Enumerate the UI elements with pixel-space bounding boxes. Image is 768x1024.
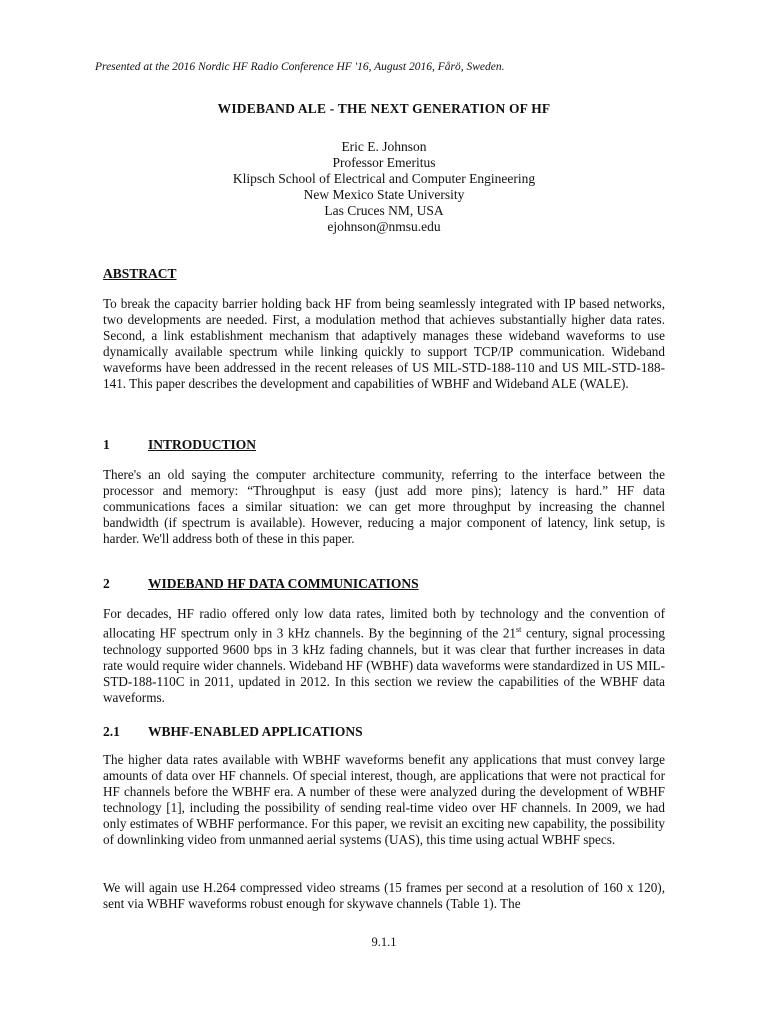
abstract-heading-text: ABSTRACT [103, 266, 177, 281]
section-title: WBHF-ENABLED APPLICATIONS [148, 724, 363, 739]
author-school: Klipsch School of Electrical and Computer Engineering [232, 171, 536, 186]
author-university: New Mexico State University [303, 187, 465, 202]
section-2-1-paragraph-1: The higher data rates available with WBHF waveforms benefit any applications that must convey large amounts of data over HF channels. Of special interest, though, are applications that were not practical for HF channels before the WBHF era. A number of these were analyzed during the development of WBHF technology [1], including the possibility of sending real-time video over HF channels. In 2009, we had only estimates of WBHF performance. For this paper, we revisit an exciting new capability, the possibility of downlinking video from unmanned aerial systems (UAS), this time using actual WBHF specs. [103, 752, 665, 848]
section-2-paragraph-1 [103, 606, 665, 706]
page-number: 9.1.1 [371, 935, 397, 949]
abstract-paragraph: To break the capacity barrier holding back HF from being seamlessly integrated with IP based networks, two developments are needed. First, a modulation method that achieves substantially higher data rates. Second, a link establishment mechanism that adaptively manages these wideband waveforms to use dynamically available spectrum while linking quickly to support TCP/IP communication. Wideband waveforms have been addressed in the recent releases of US MIL-STD-188-110 and US MIL-STD-188-141. This paper describes the development and capabilities of WBHF and Wideband ALE (WALE). [103, 296, 665, 392]
title-block [103, 101, 665, 235]
section-title: WIDEBAND HF DATA COMMUNICATIONS [148, 576, 419, 591]
section-number: 2.1 [103, 724, 120, 739]
author-position: Professor Emeritus [332, 155, 436, 170]
section-number: 2 [103, 576, 110, 591]
superscript: st [516, 625, 522, 635]
paragraph-text: For decades, HF radio offered only low data rates, limited both by technology and the convention of allocating HF spectrum only in 3 kHz channels. By the beginning of the 21 [103, 606, 665, 641]
section-1-paragraph-1: There's an old saying the computer architecture community, referring to the interface between the processor and memory: “Throughput is easy (just add more pins); latency is hard.” HF data communications faces a similar situation: we can get more throughput by increasing the channel bandwidth (if spectrum is available). However, reducing a major component of latency, link setup, is harder. We'll address both of these in this paper. [103, 467, 665, 547]
author-name: Eric E. Johnson [341, 139, 427, 154]
section-1-heading [103, 437, 256, 453]
section-2-1-heading [103, 724, 363, 740]
section-number: 1 [103, 437, 110, 452]
author-email[interactable]: ejohnson@nmsu.edu [327, 219, 441, 234]
paragraph-text: century, signal processing technology supported 9600 bps in 3 kHz fading channels, but it was clear that further increases in data rate would require wider channels. Wideband HF (WBHF) data waveforms were standardized in US MIL-STD-188-110C in 2011, updated in 2012. In this section we review the capabilities of the WBHF data waveforms. [103, 625, 665, 705]
conference-note: Presented at the 2016 Nordic HF Radio Conference HF '16, August 2016, Fårö, Sweden. [95, 61, 505, 73]
section-title: INTRODUCTION [148, 437, 257, 452]
abstract-heading [103, 266, 177, 282]
author-location: Las Cruces NM, USA [324, 203, 444, 218]
section-2-heading [103, 576, 419, 592]
paper-title: WIDEBAND ALE - THE NEXT GENERATION OF HF [217, 101, 551, 116]
section-2-1-paragraph-2: We will again use H.264 compressed video streams (15 frames per second at a resolution of 160 x 120), sent via WBHF waveforms robust enough for skywave channels (Table 1). The [103, 880, 665, 912]
